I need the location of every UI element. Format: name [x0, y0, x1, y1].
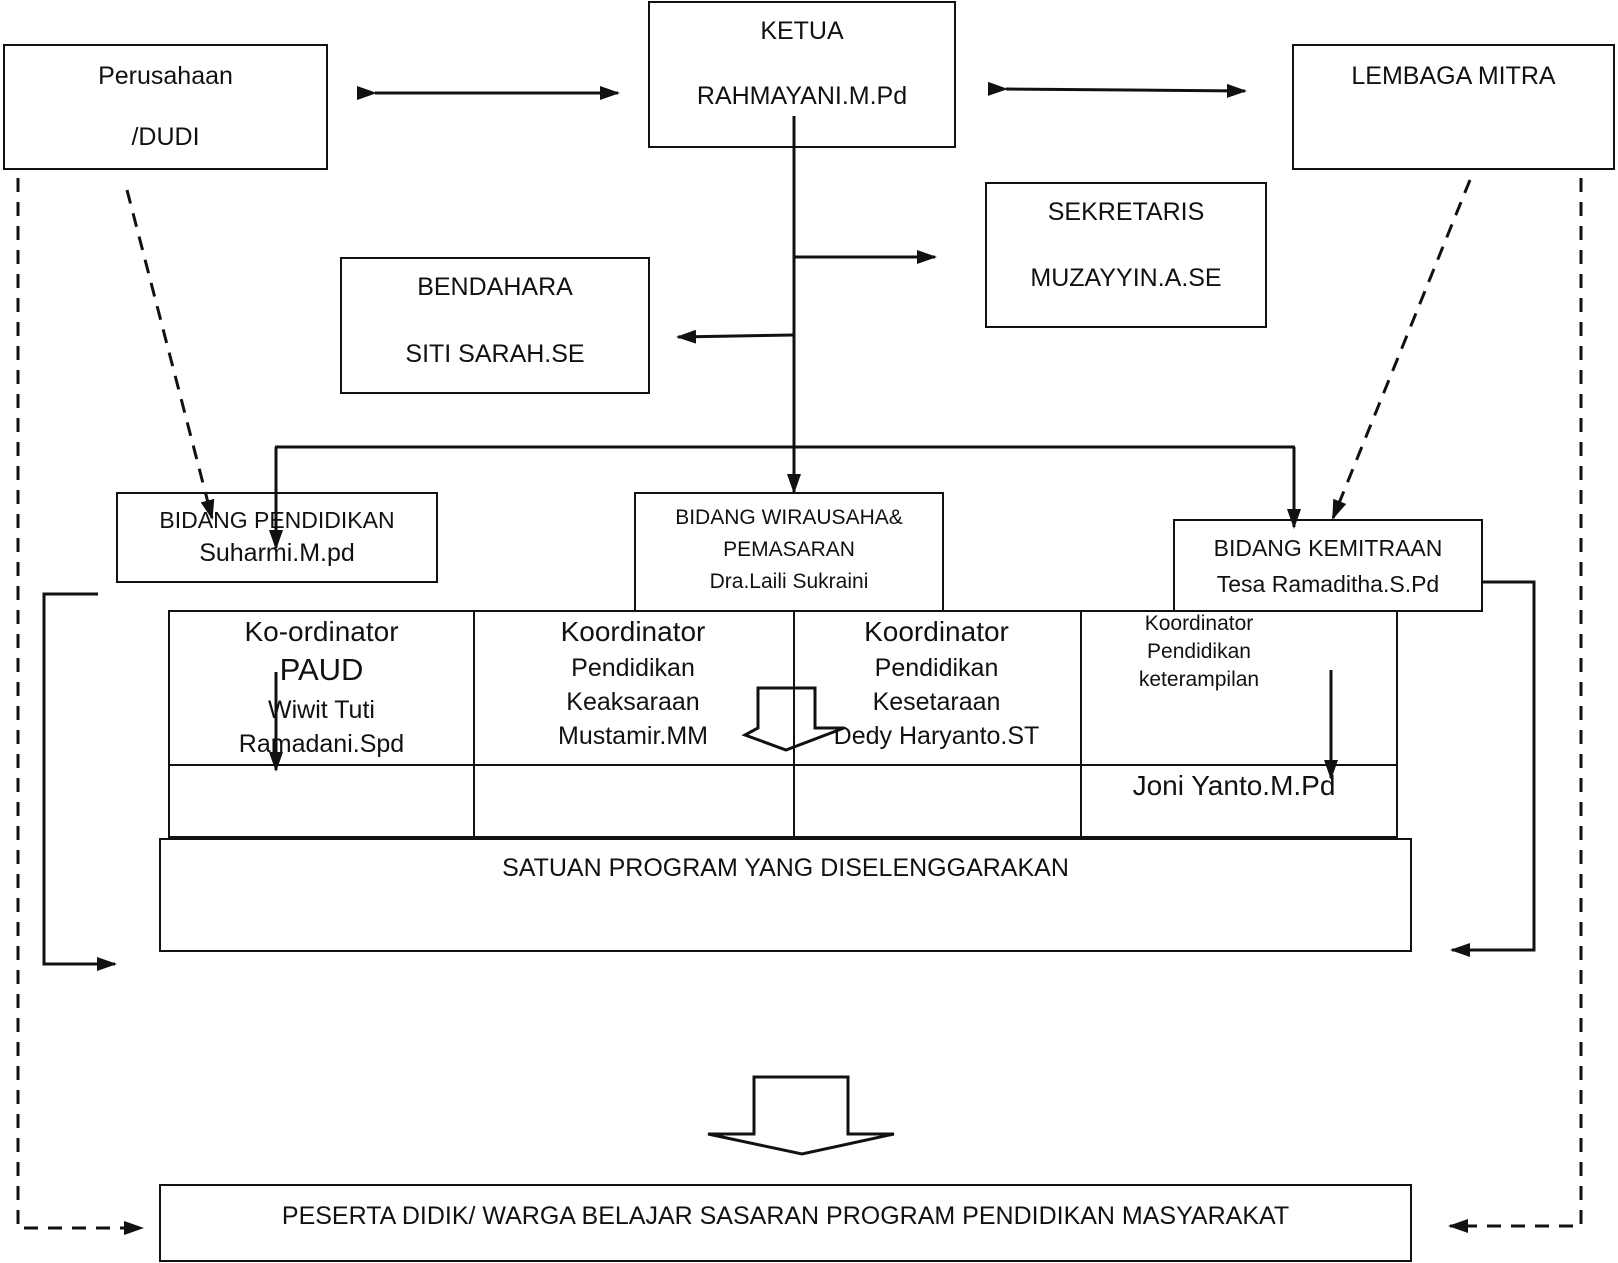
koordinator-kesetaraan-line2: Pendidikan [874, 654, 999, 682]
satuan-program-box [159, 838, 1412, 952]
dashed-arrow-perusahaan [127, 190, 212, 518]
koordinator-paud-line1: Ko-ordinator [244, 616, 399, 647]
koordinator-keterampilan-line2: Pendidikan [1147, 640, 1251, 663]
koordinator-paud-line2: PAUD [279, 652, 364, 687]
koordinator-keterampilan [1080, 610, 1398, 836]
dashed-arrow-lembaga [1333, 180, 1470, 518]
left-bracket-line [44, 594, 115, 964]
bendahara-box [340, 257, 650, 394]
bidang-pendidikan-name: Suharmi.M.pd [199, 539, 355, 567]
ketua-title: KETUA [760, 17, 844, 45]
bidang-kemitraan-name: Tesa Ramaditha.S.Pd [1216, 571, 1440, 597]
satuan-program-label: SATUAN PROGRAM YANG DISELENGGARAKAN [502, 854, 1069, 882]
koordinator-paud-line3: Wiwit Tuti [268, 696, 375, 724]
koordinator-keterampilan-line1: Koordinator [1144, 612, 1254, 635]
sekretaris-title: SEKRETARIS [1047, 198, 1205, 226]
koordinator-kesetaraan-line1: Koordinator [864, 616, 1009, 647]
koordinator-keaksaraan-line1: Koordinator [560, 616, 706, 647]
sekretaris-name: MUZAYYIN.A.SE [1030, 264, 1222, 292]
bidang-wirausaha-name: Dra.Laili Sukraini [709, 570, 869, 593]
lembaga-mitra-title: LEMBAGA MITRA [1351, 62, 1556, 90]
koordinator-keaksaraan [473, 610, 793, 764]
perusahaan-box [3, 44, 328, 170]
koordinator-kesetaraan-line3: Kesetaraan [872, 688, 1001, 716]
koordinator-keterampilan-name: Joni Yanto.M.Pd [1132, 770, 1336, 801]
koordinator-keterampilan-line3: keterampilan [1138, 668, 1260, 691]
dashed-left-long [18, 178, 142, 1228]
bendahara-title: BENDAHARA [417, 273, 573, 301]
ketua-box [648, 1, 956, 148]
arrow-to-bendahara [678, 335, 794, 337]
sekretaris-box [985, 182, 1267, 328]
dudi-label: /DUDI [131, 123, 200, 151]
koordinator-keaksaraan-line4: Mustamir.MM [558, 722, 708, 750]
koordinator-paud-line4: Ramadani.Spd [238, 730, 405, 758]
bendahara-name: SITI SARAH.SE [405, 340, 585, 368]
peserta-didik-box [159, 1184, 1412, 1262]
bidang-wirausaha-title-1: BIDANG WIRAUSAHA& [675, 506, 903, 529]
koordinator-keaksaraan-line2: Pendidikan [571, 654, 695, 682]
bidang-pendidikan-title: BIDANG PENDIDIKAN [159, 507, 395, 533]
bidang-pendidikan-box [116, 492, 438, 583]
block-arrow-large [708, 1077, 894, 1154]
koordinator-table [168, 610, 1398, 838]
bidang-wirausaha-title-2: PEMASARAN [723, 538, 855, 561]
perusahaan-label: Perusahaan [98, 62, 233, 90]
dashed-right-long [1450, 178, 1581, 1226]
koordinator-keaksaraan-line3: Keaksaraan [566, 688, 700, 716]
bidang-kemitraan-box [1173, 519, 1483, 612]
koordinator-kesetaraan-line4: Dedy Haryanto.ST [833, 722, 1040, 750]
arrow-ketua-lembaga [1006, 89, 1245, 91]
koordinator-paud [170, 610, 473, 764]
right-bracket-line [1452, 582, 1534, 950]
bidang-wirausaha-box [634, 492, 944, 612]
lembaga-mitra-box [1292, 44, 1615, 170]
bidang-kemitraan-title: BIDANG KEMITRAAN [1213, 535, 1443, 561]
peserta-didik-label: PESERTA DIDIK/ WARGA BELAJAR SASARAN PROGRAM PENDIDIKAN MASYARAKAT [281, 1202, 1290, 1230]
ketua-name: RAHMAYANI.M.Pd [696, 82, 908, 110]
